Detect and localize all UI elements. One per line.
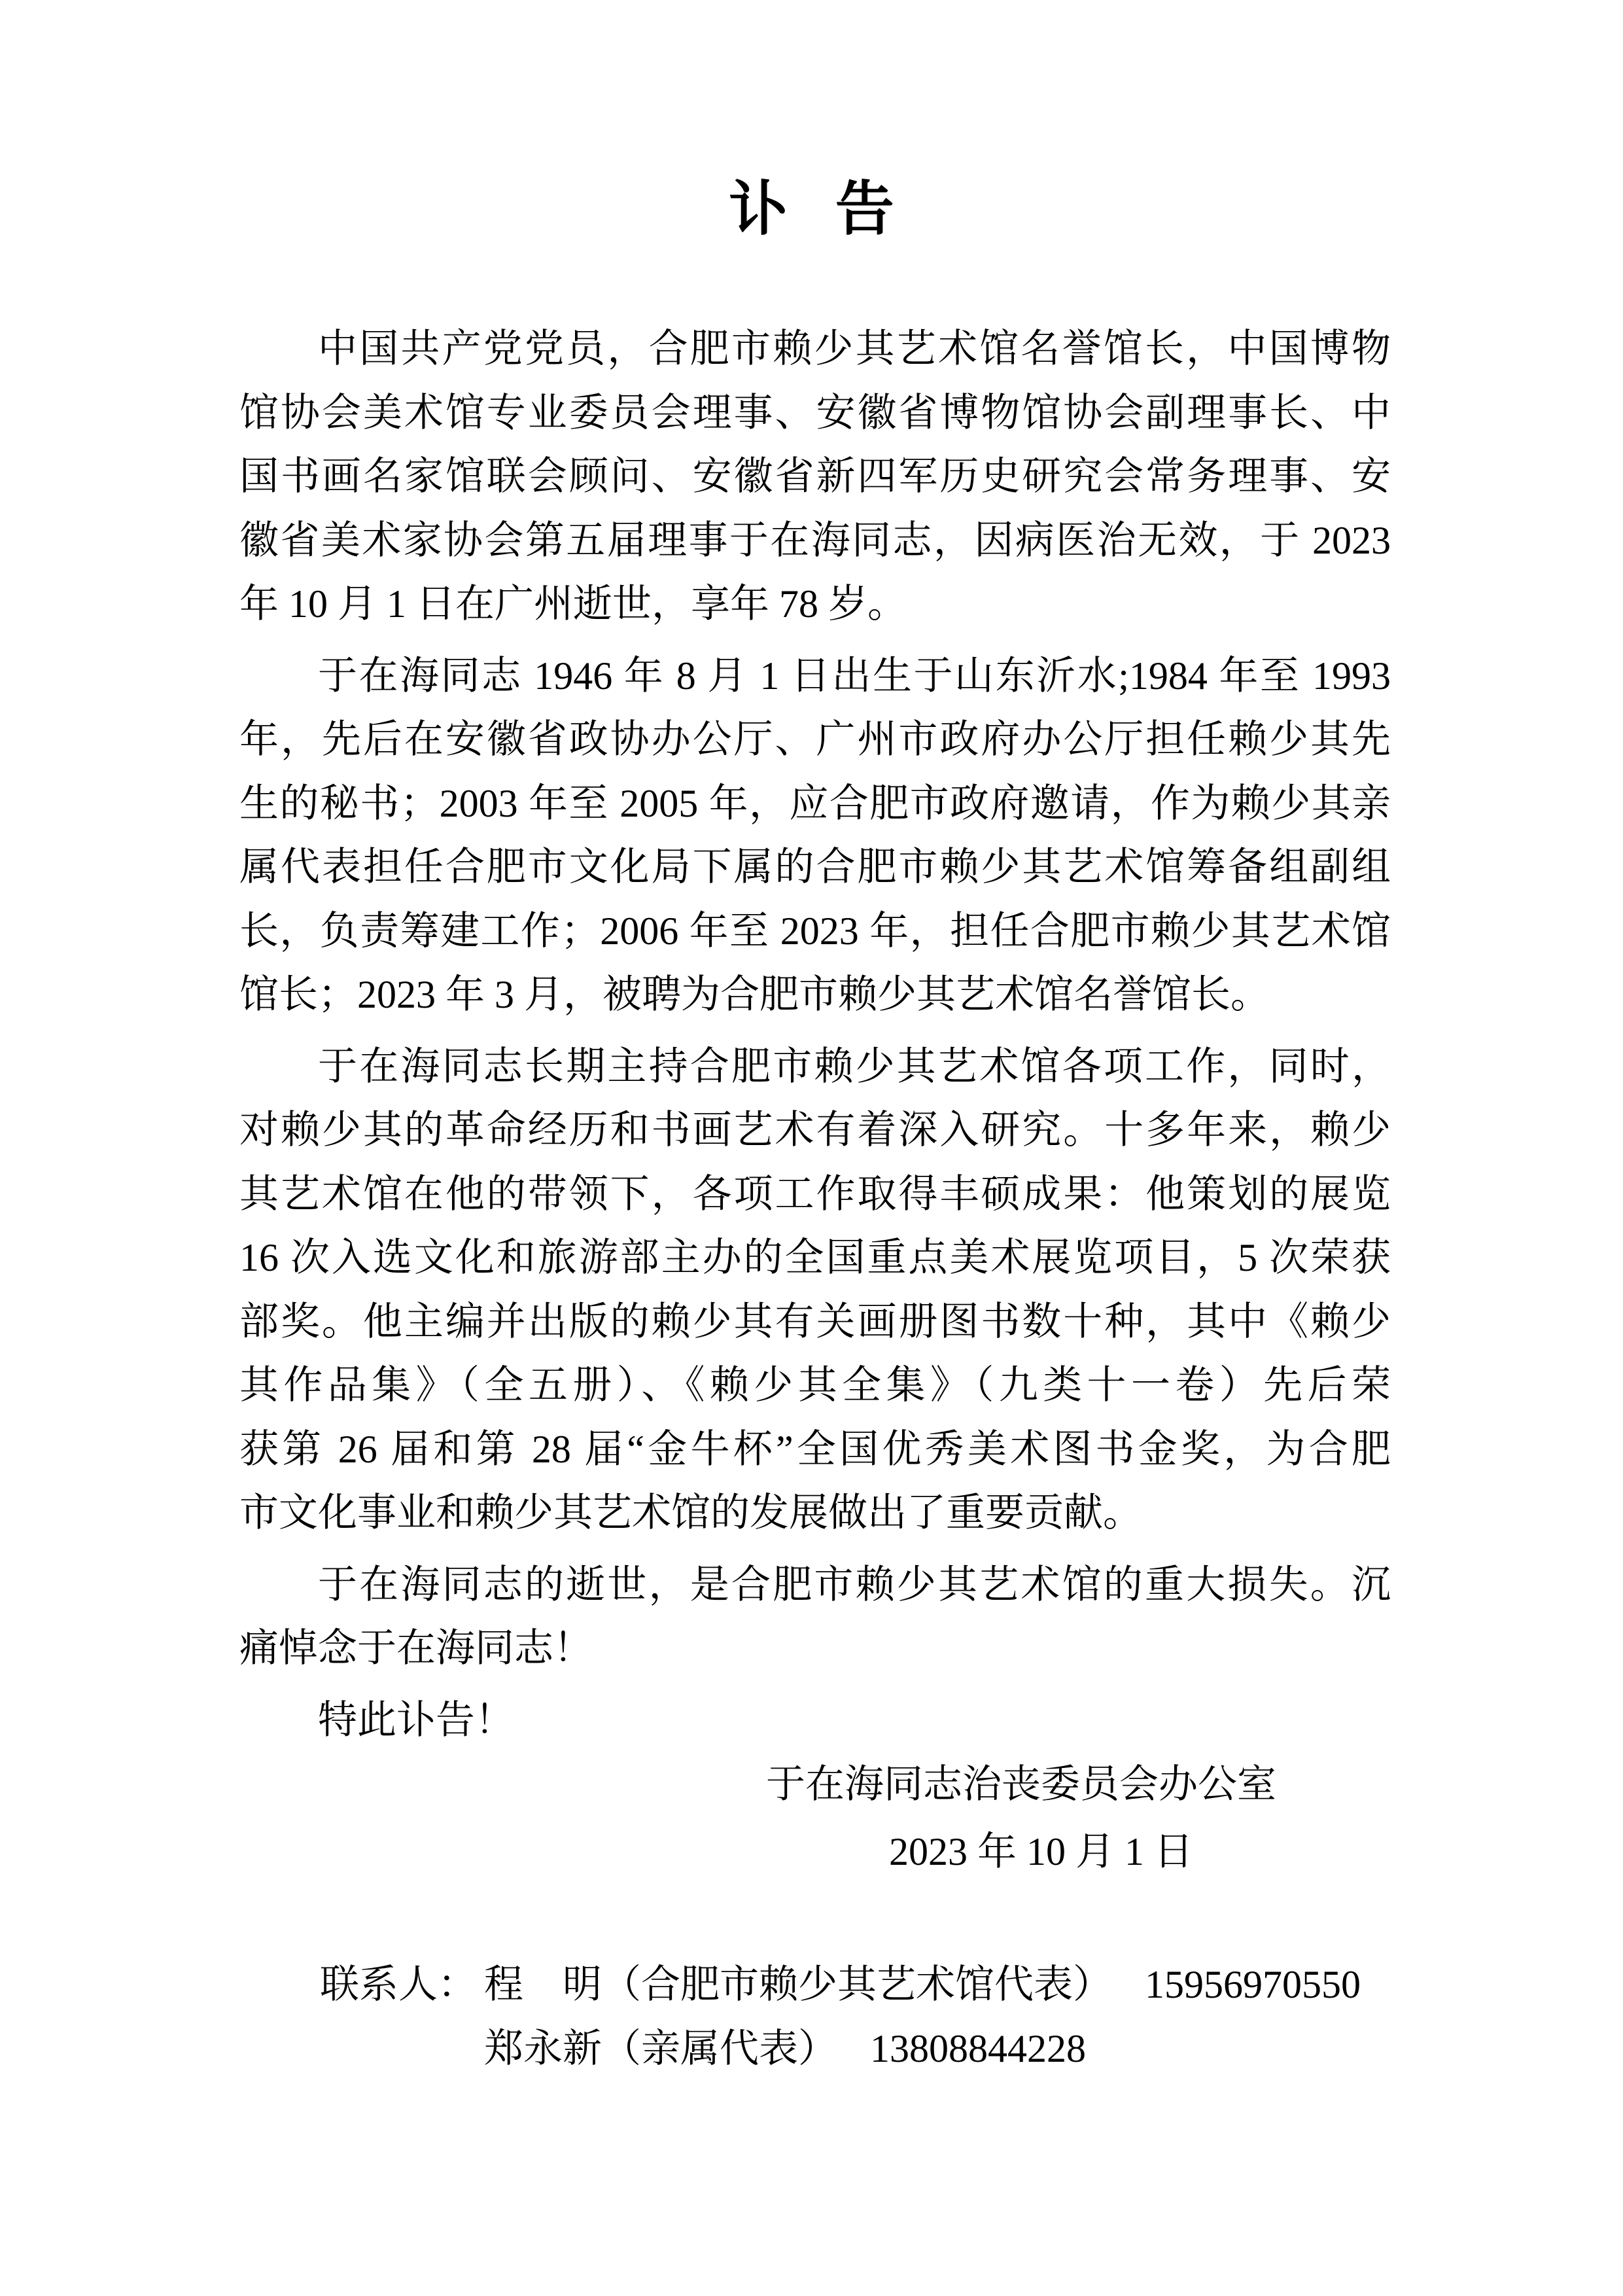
- text-line: 于在海同志长期主持合肥市赖少其艺术馆各项工作，同时，: [318, 1044, 1391, 1088]
- text-line: 年，先后在安徽省政协办公厅、广州市政府办公厅担任赖少其先: [239, 718, 1391, 761]
- text-line: 痛悼念于在海同志！: [239, 1627, 593, 1670]
- contact-label: 联系人：: [320, 1963, 477, 2006]
- contact-name: 程 明: [484, 1963, 602, 2006]
- text-line: 长，负责筹建工作；2006 年至 2023 年，担任合肥市赖少其艺术馆: [239, 909, 1391, 953]
- contact-row: [320, 2017, 1361, 2081]
- text-line: 特此讣告！: [318, 1698, 514, 1742]
- text-line: 徽省美术家协会第五届理事于在海同志，因病医治无效，于 2023: [239, 518, 1391, 562]
- text-line: 于在海同志的逝世，是合肥市赖少其艺术馆的重大损失。沉: [318, 1563, 1391, 1606]
- text-line: 年 10 月 1 日在广州逝世，享年 78 岁。: [239, 582, 907, 626]
- paragraph-biography: [239, 645, 1391, 1027]
- contact-row: [320, 1952, 1361, 2017]
- text-line: 对赖少其的革命经历和书画艺术有着深入研究。十多年来，赖少: [239, 1108, 1391, 1152]
- document-title: 讣 告: [729, 177, 894, 242]
- text-line: 生的秘书；2003 年至 2005 年，应合肥市政府邀请，作为赖少其亲: [239, 781, 1391, 825]
- text-line: 属代表担任合肥市文化局下属的合肥市赖少其艺术馆筹备组副组: [239, 845, 1391, 889]
- contact-name: 郑永新: [484, 2027, 602, 2070]
- text-line: 获第 26 届和第 28 届“金牛杯”全国优秀美术图书金奖，为合肥: [239, 1427, 1391, 1471]
- contact-phone: 15956970550: [1145, 1963, 1361, 2006]
- text-line: 国书画名家馆联会顾问、安徽省新四军历史研究会常务理事、安: [239, 455, 1391, 498]
- text-line: 中国共产党党员，合肥市赖少其艺术馆名誉馆长，中国博物: [318, 327, 1391, 370]
- paragraph-closing: [239, 1689, 1391, 1753]
- paragraph-achievements: [239, 1035, 1391, 1545]
- text-line: 其艺术馆在他的带领下，各项工作取得丰硕成果：他策划的展览: [239, 1172, 1391, 1216]
- contact-role: （亲属代表）: [602, 2027, 837, 2070]
- issue-date: 2023 年 10 月 1 日: [889, 1830, 1193, 1873]
- paragraph-condolence: [239, 1553, 1391, 1681]
- contact-phone: 13808844228: [870, 2027, 1086, 2070]
- text-line: 市文化事业和赖少其艺术馆的发展做出了重要贡献。: [239, 1491, 1142, 1534]
- contact-role: （合肥市赖少其艺术馆代表）: [602, 1963, 1112, 2006]
- text-line: 于在海同志 1946 年 8 月 1 日出生于山东沂水;1984 年至 1993: [318, 654, 1391, 698]
- text-line: 其作品集》（全五册）、《赖少其全集》（九类十一卷）先后荣: [239, 1364, 1391, 1407]
- issuer-signature: 于在海同志治丧委员会办公室: [766, 1763, 1276, 1806]
- text-line: 16 次入选文化和旅游部主办的全国重点美术展览项目，5 次荣获: [239, 1236, 1391, 1279]
- text-line: 馆协会美术馆专业委员会理事、安徽省博物馆协会副理事长、中: [239, 391, 1391, 434]
- contact-info: [320, 1952, 1361, 2081]
- obituary-body: [239, 317, 1391, 1752]
- paragraph-identity: [239, 317, 1391, 637]
- text-line: 馆长；2023 年 3 月，被聘为合肥市赖少其艺术馆名誉馆长。: [239, 973, 1270, 1016]
- text-line: 部奖。他主编并出版的赖少其有关画册图书数十种，其中《赖少: [239, 1299, 1391, 1343]
